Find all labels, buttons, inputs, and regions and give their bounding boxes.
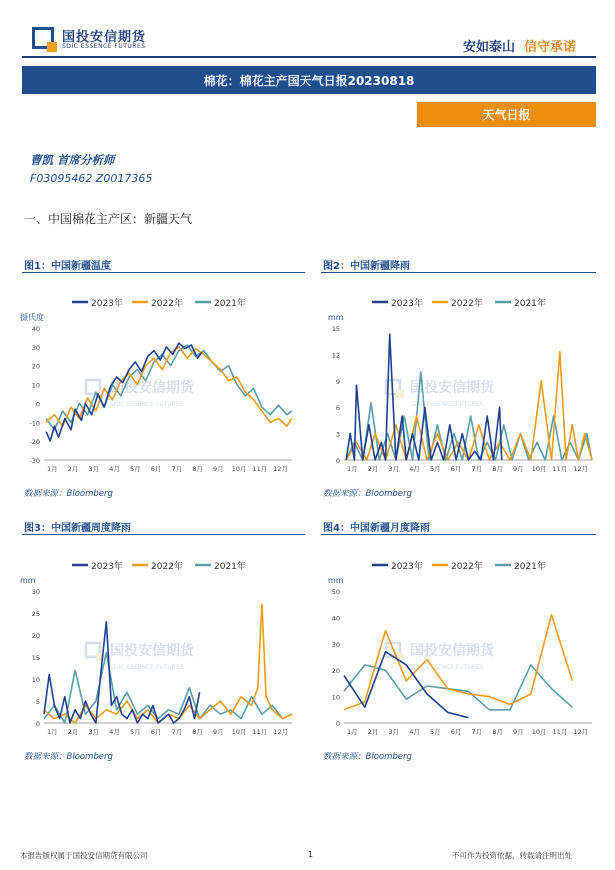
x-tick-label: 11月 bbox=[252, 728, 268, 736]
temperature-chart bbox=[14, 288, 304, 478]
y-tick-label: 30 bbox=[31, 343, 40, 352]
legend-item-s2022 bbox=[432, 297, 483, 309]
x-tick-label: 10月 bbox=[531, 728, 547, 736]
y-tick-label: 6 bbox=[335, 404, 340, 413]
legend-item-s2023 bbox=[72, 560, 123, 572]
weekly-rainfall-chart bbox=[14, 551, 304, 741]
legend-item-s2021 bbox=[495, 560, 546, 572]
x-tick-label: 6月 bbox=[150, 465, 162, 473]
slogan-part2: 信守承诺 bbox=[524, 40, 577, 55]
x-tick-label: 6月 bbox=[450, 728, 462, 736]
x-tick-label: 12月 bbox=[573, 728, 588, 736]
x-tick-label: 1月 bbox=[46, 728, 58, 736]
legend-item-s2023 bbox=[72, 297, 123, 309]
x-tick-label: 9月 bbox=[213, 465, 224, 473]
y-axis-label: mm bbox=[20, 576, 36, 585]
series-line-s2023 bbox=[344, 652, 469, 718]
x-tick-label: 7月 bbox=[471, 728, 483, 736]
y-tick-label: 10 bbox=[31, 676, 40, 684]
y-tick-label: 40 bbox=[331, 614, 340, 623]
x-tick-label: 11月 bbox=[552, 465, 568, 473]
watermark-logo-accent bbox=[396, 390, 404, 398]
y-tick-label: 30 bbox=[31, 588, 40, 596]
y-tick-label: 3 bbox=[335, 430, 340, 439]
y-tick-label: -30 bbox=[29, 457, 40, 465]
legend-item-s2021 bbox=[195, 560, 246, 572]
fig1-source: 数据来源：Bloomberg bbox=[24, 489, 113, 499]
y-tick-label: 40 bbox=[31, 325, 40, 333]
report-type-label: 天气日报 bbox=[482, 108, 531, 122]
page-number: 1 bbox=[308, 850, 314, 859]
x-tick-label: 10月 bbox=[231, 728, 247, 736]
watermark bbox=[386, 379, 495, 408]
header-divider bbox=[22, 56, 596, 58]
legend-label: 2021年 bbox=[514, 299, 546, 309]
legend-label: 2023年 bbox=[91, 299, 123, 309]
watermark-text-en: SDIC ESSENCE FUTURES bbox=[110, 401, 184, 408]
y-tick-label: 12 bbox=[331, 351, 340, 360]
analyst-name: 曹凯 首席分析师 bbox=[30, 153, 115, 167]
x-tick-label: 9月 bbox=[513, 728, 524, 736]
report-title: 棉花：棉花主产国天气日报20230818 bbox=[203, 73, 415, 88]
x-tick-label: 8月 bbox=[192, 465, 203, 473]
x-tick-label: 6月 bbox=[150, 728, 162, 736]
legend-item-s2022 bbox=[432, 560, 483, 572]
footer-copyright: 本报告版权属于国投安信期货有限公司 bbox=[20, 851, 148, 860]
legend-label: 2021年 bbox=[214, 562, 246, 572]
report-type-tag bbox=[417, 102, 596, 127]
legend-item-s2022 bbox=[132, 560, 183, 572]
watermark-text-en: SDIC ESSENCE FUTURES bbox=[410, 401, 484, 408]
x-tick-label: 2月 bbox=[367, 728, 379, 736]
y-tick-label: 5 bbox=[35, 698, 40, 706]
report-title-banner bbox=[22, 66, 596, 94]
x-tick-label: 4月 bbox=[409, 465, 420, 473]
x-tick-label: 10月 bbox=[531, 465, 547, 473]
x-tick-label: 12月 bbox=[273, 465, 288, 473]
y-tick-label: 15 bbox=[331, 325, 340, 333]
x-tick-label: 4月 bbox=[409, 728, 420, 736]
y-tick-label: 9 bbox=[335, 377, 340, 386]
x-tick-label: 2月 bbox=[67, 465, 79, 473]
y-tick-label: 50 bbox=[331, 588, 340, 596]
y-tick-label: 0 bbox=[35, 400, 40, 409]
fig1-title: 图1：中国新疆温度 bbox=[24, 261, 111, 272]
y-tick-label: 20 bbox=[31, 632, 40, 640]
watermark-text: 国投安信期货 bbox=[410, 380, 494, 396]
x-tick-label: 5月 bbox=[429, 465, 441, 473]
legend-label: 2023年 bbox=[91, 562, 123, 572]
fig3-rule bbox=[22, 534, 305, 535]
y-tick-label: 20 bbox=[331, 667, 340, 676]
legend-item-s2021 bbox=[495, 297, 546, 309]
legend-item-s2023 bbox=[372, 297, 423, 309]
fig4-rule bbox=[321, 534, 596, 535]
legend-label: 2022年 bbox=[451, 299, 483, 309]
fig2-title: 图2：中国新疆降雨 bbox=[323, 261, 410, 272]
y-tick-label: 0 bbox=[35, 720, 40, 728]
x-tick-label: 1月 bbox=[346, 728, 358, 736]
x-tick-label: 5月 bbox=[129, 728, 141, 736]
x-tick-label: 6月 bbox=[450, 465, 462, 473]
x-tick-label: 7月 bbox=[171, 465, 183, 473]
monthly-rainfall-chart bbox=[314, 551, 604, 741]
y-tick-label: 10 bbox=[331, 693, 340, 702]
y-tick-label: 0 bbox=[335, 720, 340, 728]
y-tick-label: 0 bbox=[335, 457, 340, 465]
x-tick-label: 5月 bbox=[129, 465, 141, 473]
fig2-rule bbox=[321, 272, 596, 273]
slogan-part1: 安如泰山 bbox=[463, 40, 516, 55]
x-tick-label: 5月 bbox=[429, 728, 441, 736]
company-name-en: SDIC ESSENCE FUTURES bbox=[62, 43, 146, 50]
watermark-text-en: SDIC ESSENCE FUTURES bbox=[110, 664, 184, 671]
section-heading: 一、中国棉花主产区：新疆天气 bbox=[24, 212, 193, 226]
x-tick-label: 3月 bbox=[88, 728, 100, 736]
x-tick-label: 3月 bbox=[388, 728, 400, 736]
fig3-source: 数据来源：Bloomberg bbox=[24, 752, 113, 762]
legend-item-s2022 bbox=[132, 297, 183, 309]
legend-label: 2021年 bbox=[514, 562, 546, 572]
fig3-title: 图3：中国新疆周度降雨 bbox=[24, 523, 131, 534]
x-tick-label: 7月 bbox=[171, 728, 183, 736]
footer-disclaimer: 不可作为投资依据，转载请注明出处 bbox=[452, 851, 572, 860]
y-tick-label: 15 bbox=[31, 654, 40, 662]
x-tick-label: 10月 bbox=[231, 465, 247, 473]
legend-label: 2022年 bbox=[151, 299, 183, 309]
x-tick-label: 11月 bbox=[252, 465, 268, 473]
x-tick-label: 2月 bbox=[367, 465, 379, 473]
x-tick-label: 9月 bbox=[513, 465, 524, 473]
watermark-text: 国投安信期货 bbox=[110, 380, 194, 396]
rainfall-chart bbox=[314, 288, 604, 478]
x-tick-label: 3月 bbox=[388, 465, 400, 473]
x-tick-label: 12月 bbox=[273, 728, 288, 736]
watermark-text: 国投安信期货 bbox=[110, 643, 194, 659]
y-tick-label: 10 bbox=[31, 381, 40, 390]
legend-label: 2022年 bbox=[151, 562, 183, 572]
company-name: 国投安信期货 bbox=[62, 30, 147, 45]
y-tick-label: 25 bbox=[31, 610, 40, 618]
x-tick-label: 8月 bbox=[492, 728, 503, 736]
x-tick-label: 4月 bbox=[109, 465, 120, 473]
x-tick-label: 8月 bbox=[192, 728, 203, 736]
series-line-s2022 bbox=[344, 615, 572, 710]
y-tick-label: -20 bbox=[29, 438, 40, 447]
legend-item-s2021 bbox=[195, 297, 246, 309]
x-tick-label: 1月 bbox=[346, 465, 358, 473]
analyst-codes: F03095462 Z0017365 bbox=[30, 172, 153, 185]
y-tick-label: 30 bbox=[331, 640, 340, 649]
watermark-text-en: SDIC ESSENCE FUTURES bbox=[410, 664, 484, 671]
y-axis-label: mm bbox=[328, 313, 344, 322]
y-tick-label: 20 bbox=[31, 362, 40, 371]
legend-label: 2021年 bbox=[214, 299, 246, 309]
x-tick-label: 8月 bbox=[492, 465, 503, 473]
legend-label: 2022年 bbox=[451, 562, 483, 572]
x-tick-label: 9月 bbox=[213, 728, 224, 736]
x-tick-label: 12月 bbox=[573, 465, 588, 473]
x-tick-label: 11月 bbox=[552, 728, 568, 736]
company-logo-icon bbox=[32, 27, 54, 49]
watermark-text: 国投安信期货 bbox=[410, 643, 494, 659]
legend-item-s2023 bbox=[372, 560, 423, 572]
legend-label: 2023年 bbox=[391, 562, 423, 572]
fig4-title: 图4：中国新疆月度降雨 bbox=[323, 523, 430, 534]
legend-label: 2023年 bbox=[391, 299, 423, 309]
fig4-source: 数据来源：Bloomberg bbox=[323, 752, 412, 762]
fig2-source: 数据来源：Bloomberg bbox=[323, 489, 412, 499]
x-tick-label: 1月 bbox=[46, 465, 58, 473]
x-tick-label: 7月 bbox=[471, 465, 483, 473]
y-tick-label: -10 bbox=[29, 419, 40, 428]
x-tick-label: 2月 bbox=[67, 728, 79, 736]
x-tick-label: 3月 bbox=[88, 465, 100, 473]
y-axis-label: mm bbox=[328, 576, 344, 585]
fig1-rule bbox=[22, 272, 305, 273]
watermark bbox=[386, 642, 495, 671]
x-tick-label: 4月 bbox=[109, 728, 120, 736]
y-axis-label: 摄氏度 bbox=[20, 313, 44, 322]
